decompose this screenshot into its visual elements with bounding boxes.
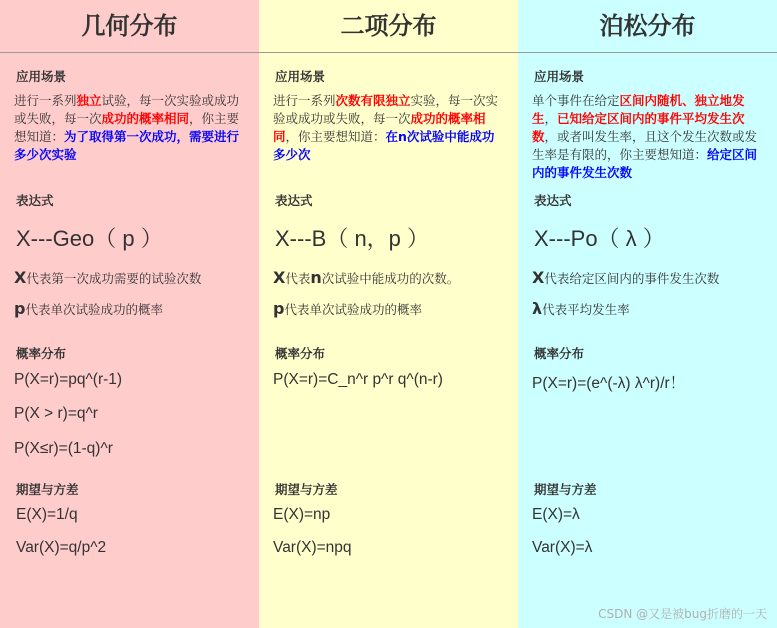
variable-text: 代表平均发生率 [542, 302, 630, 317]
formula: P(X=r)=(e^(-λ) λ^r)/r！ [532, 375, 686, 392]
formula: P(X=r)=pq^(r-1) [14, 371, 123, 388]
formula: P(X≤r)=(1-q)^r [14, 440, 113, 457]
variable-symbol: p [14, 299, 26, 318]
column-geometric [0, 0, 259, 628]
scenario-highlight: 已知给定区间内的事件平均发生次数 [532, 111, 745, 144]
variable-description [14, 299, 163, 318]
expectation-variance-label: 期望与方差 [16, 482, 79, 497]
scenario-question: 给定区间内的事件发生次数 [532, 147, 758, 180]
scenario-segment: ，你主要想知道： [14, 111, 240, 144]
distribution-label: 概率分布 [275, 346, 326, 361]
scenario-question: 在n次试验中能成功多少次 [273, 129, 495, 162]
scenario-segment: 实验，每一次实验或成功或失败，每一次 [273, 93, 499, 126]
expectation-variance-label: 期望与方差 [534, 482, 597, 497]
scenario-highlight: 成功的概率相同 [101, 111, 190, 126]
column-title: 二项分布 [259, 0, 518, 53]
variable-description [14, 268, 201, 287]
expectation: E(X)=1/q [16, 506, 78, 523]
expression: X---Geo（ p ） [16, 226, 163, 251]
variance: Var(X)=λ [532, 539, 593, 556]
variable-symbol: n [310, 268, 322, 287]
formula: P(X=r)=C_n^r p^r q^(n-r) [273, 371, 443, 388]
column-title: 几何分布 [0, 0, 259, 53]
variance: Var(X)=npq [273, 539, 352, 556]
scenario-segment: 试验，每一次实验或成功或失败，每一次 [14, 93, 240, 126]
variable-symbol: λ [532, 299, 543, 318]
variable-text: 次试验中能成功的次数。 [321, 271, 460, 286]
distribution-label: 概率分布 [16, 346, 67, 361]
variable-symbol: X [532, 268, 545, 287]
variable-text: 代表第一次成功需要的试验次数 [26, 271, 202, 286]
variable-text: 代表给定区间内的事件发生次数 [544, 271, 720, 286]
variable-symbol: X [273, 268, 286, 287]
scenario-highlight: 独立 [76, 93, 102, 108]
scenario-highlight: 成功的概率相同 [273, 111, 486, 144]
variable-symbol: p [273, 299, 285, 318]
variable-description [273, 268, 459, 287]
expression: X---Po（ λ ） [534, 226, 665, 251]
variable-description [532, 268, 719, 287]
expectation: E(X)=np [273, 506, 331, 523]
scenario-text [273, 92, 505, 164]
formula: P(X > r)=q^r [14, 405, 98, 422]
expectation: E(X)=λ [532, 506, 580, 523]
scenario-text [14, 92, 246, 164]
column-binomial [259, 0, 518, 628]
scenario-label: 应用场景 [275, 69, 326, 84]
expression-label: 表达式 [275, 193, 313, 208]
scenario-segment: 单个事件在给定 [532, 93, 620, 108]
scenario-label: 应用场景 [16, 69, 67, 84]
scenario-segment: ，你主要想知道： [285, 129, 386, 144]
watermark: CSDN @又是被bug折磨的一天 [598, 607, 767, 621]
distribution-label: 概率分布 [534, 346, 585, 361]
expression-label: 表达式 [16, 193, 54, 208]
variable-description [532, 299, 630, 318]
scenario-text [532, 92, 764, 182]
variable-symbol: X [14, 268, 27, 287]
scenario-segment: 进行一系列 [14, 93, 77, 108]
expression: X---B（ n，p ） [275, 226, 430, 251]
scenario-segment: ，或者叫发生率，且这个发生次数或发生率是有限的，你主要想知道： [532, 129, 758, 162]
scenario-segment: ， [544, 111, 558, 126]
variable-text: 代表 [285, 271, 311, 286]
column-title: 泊松分布 [518, 0, 777, 53]
expectation-variance-label: 期望与方差 [275, 482, 338, 497]
scenario-highlight: 次数有限独立 [335, 93, 411, 108]
scenario-segment: 进行一系列 [273, 93, 336, 108]
expression-label: 表达式 [534, 193, 572, 208]
column-poisson [518, 0, 777, 628]
variance: Var(X)=q/p^2 [16, 539, 107, 556]
variable-text: 代表单次试验成功的概率 [25, 302, 163, 317]
scenario-highlight: 区间内随机、独立地发生 [532, 93, 745, 126]
scenario-label: 应用场景 [534, 69, 585, 84]
scenario-question: 为了取得第一次成功，需要进行多少次实验 [14, 129, 240, 162]
variable-text: 代表单次试验成功的概率 [284, 302, 422, 317]
variable-description [273, 299, 422, 318]
